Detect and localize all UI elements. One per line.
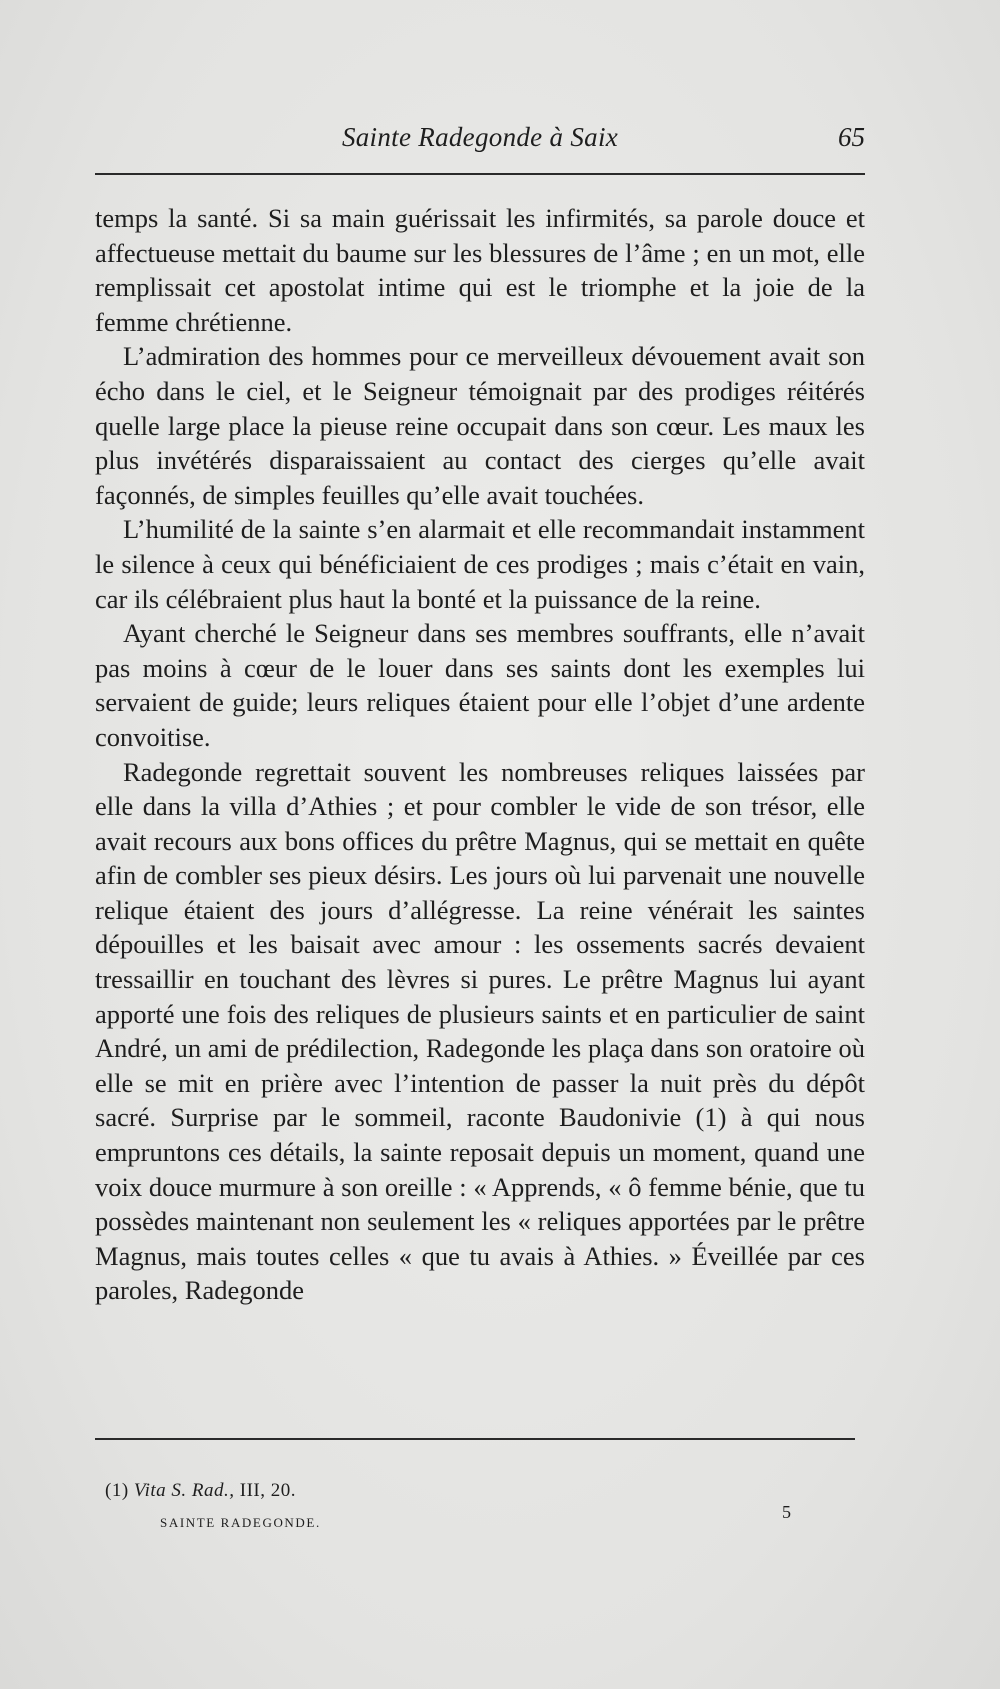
footnote-rule (95, 1438, 855, 1440)
header-rule (95, 173, 865, 175)
page-number: 65 (838, 122, 865, 152)
running-head (95, 122, 865, 162)
footnote-marker: (1) (105, 1480, 134, 1501)
footnote (105, 1480, 296, 1502)
signature-label: SAINTE RADEGONDE. (160, 1515, 321, 1530)
footnote-title: Vita S. Rad., (133, 1480, 235, 1501)
body-text (95, 201, 865, 1308)
signature-number: 5 (782, 1502, 791, 1522)
paragraph-1: temps la santé. Si sa main guérissait les infirmités, sa parole douce et affectueuse mettait du baume sur les blessures de l’âme ; en un mot, elle remplissait cet apostolat intime qui est le triomphe et la joie de la femme chrétienne. (95, 203, 865, 337)
paragraph-4: Ayant cherché le Seigneur dans ses membres souffrants, elle n’avait pas moins à cœur de le louer dans ses saints dont les exemples lui servaient de guide; leurs reliques étaient pour elle l’objet d’une ardente convoitise. (95, 618, 865, 752)
paragraph-2: L’admiration des hommes pour ce merveilleux dévouement avait son écho dans le ciel, et le Seigneur témoignait par des prodiges réitérés quelle large place la pieuse reine occupait dans son cœur. Les maux les plus invétérés disparaissaient au contact des cierges qu’elle avait façonnés, de simples feuilles qu’elle avait touchées. (95, 341, 865, 510)
running-title: Sainte Radegonde à Saix (341, 122, 619, 152)
paragraph-3: L’humilité de la sainte s’en alarmait et elle recommandait instamment le silence à ceux qui bénéficiaient de ces prodiges ; mais c’était en vain, car ils célébraient plus haut la bonté et la puissance de la reine. (95, 514, 865, 614)
paragraph-5: Radegonde regrettait souvent les nombreuses reliques laissées par elle dans la villa d’Athies ; et pour combler le vide de son trésor, elle avait recours aux bons offices du prêtre Magnus, qui se mettait en quête afin de combler ses pieux désirs. Les jours où lui parvenait une nouvelle relique étaient des jours d’allégresse. La reine vénérait les saintes dépouilles et les baisait avec amour : les ossements sacrés devaient tressaillir en touchant des lèvres si pures. Le prêtre Magnus lui ayant apporté une fois des reliques de plusieurs saints et en particulier de saint André, un ami de prédilection, Radegonde les plaça dans son oratoire où elle se mit en prière avec l’intention de passer la nuit près du dépôt sacré. Surprise par le sommeil, raconte Baudonivie (1) à qui nous empruntons ces détails, la sainte reposait depuis un moment, quand une voix douce murmure à son oreille : « Apprends, « ô femme bénie, que tu possèdes maintenant non seulement les « reliques apportées par le prêtre Magnus, mais toutes celles « que tu avais à Athies. » Éveillée par ces paroles, Radegonde (95, 756, 865, 1306)
footnote-reference: III, 20. (234, 1480, 296, 1501)
